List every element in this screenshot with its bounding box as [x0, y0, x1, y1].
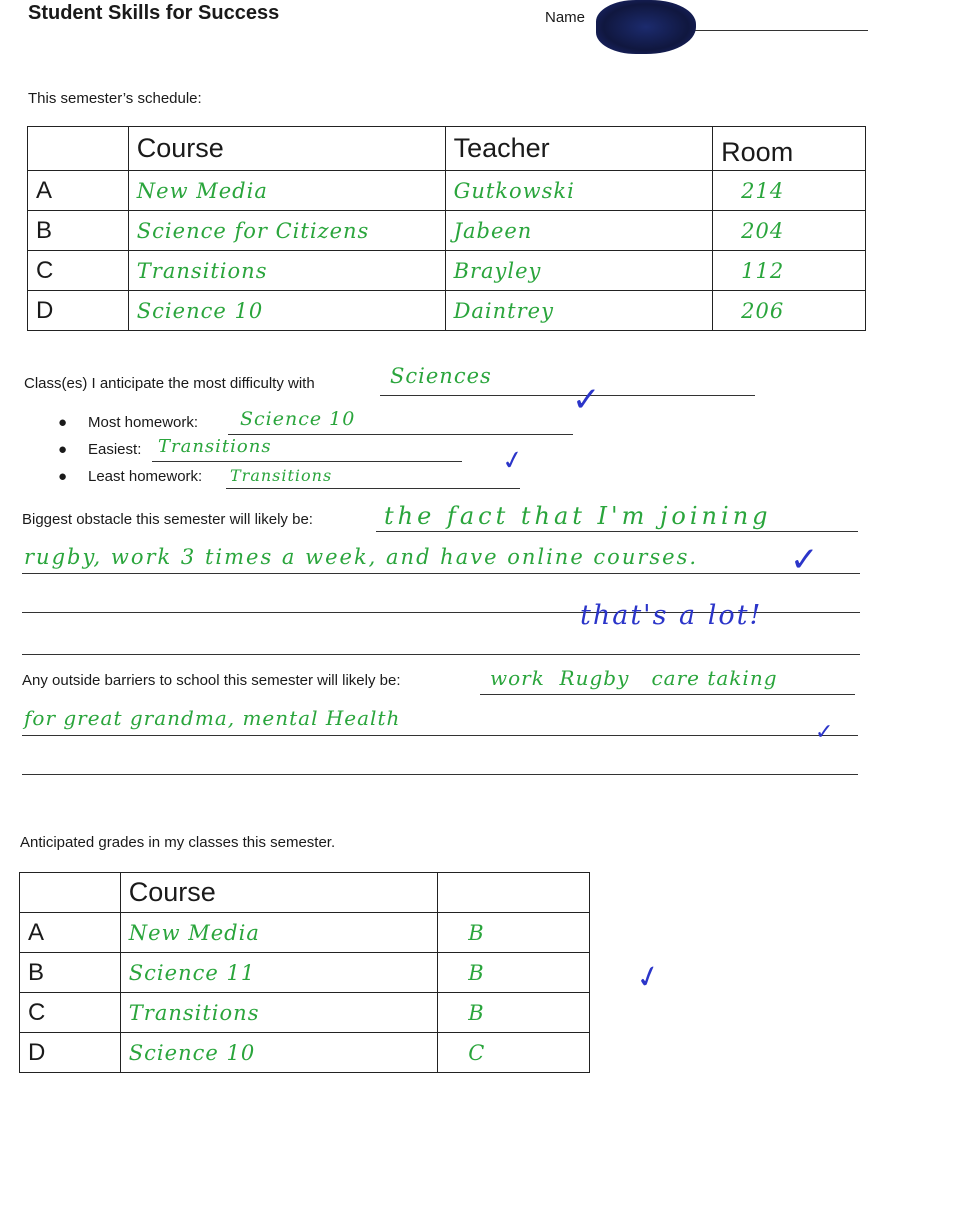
obstacle-answer-line-1: the fact that I'm joining: [384, 502, 772, 530]
schedule-header-teacher: Teacher: [445, 127, 713, 171]
obstacle-answer-line-2: rugby, work 3 times a week, and have online courses.: [24, 545, 699, 569]
most-homework-label: Most homework:: [88, 414, 199, 431]
schedule-intro: This semester’s schedule:: [28, 90, 202, 107]
row-letter: C: [20, 993, 121, 1033]
table-row: [28, 171, 866, 211]
room-cell: 204: [713, 211, 866, 251]
table-row: [20, 953, 590, 993]
course-cell: Transitions: [120, 993, 438, 1033]
teacher-cell: Brayley: [445, 251, 713, 291]
grades-intro: Anticipated grades in my classes this semester.: [20, 834, 336, 851]
row-letter: D: [28, 291, 129, 331]
course-cell: New Media: [120, 913, 438, 953]
bullet-icon: ●: [58, 414, 68, 431]
difficulty-answer: Sciences: [390, 364, 492, 388]
barriers-label: Any outside barriers to school this semester will likely be:: [22, 672, 401, 689]
grade-cell: B: [438, 953, 590, 993]
schedule-header-row: [28, 127, 866, 171]
obstacle-line-4: [22, 654, 860, 655]
least-homework-line: [226, 488, 520, 489]
row-letter: B: [28, 211, 129, 251]
barriers-line-3: [22, 774, 858, 775]
obstacle-line-2: [22, 573, 860, 574]
obstacle-label: Biggest obstacle this semester will likely be:: [22, 511, 313, 528]
checkmark-icon: ✓: [631, 957, 666, 998]
row-letter: B: [20, 953, 121, 993]
checkmark-icon: ✓: [572, 380, 601, 420]
row-letter: C: [28, 251, 129, 291]
course-cell: Science 10: [120, 1033, 438, 1073]
teacher-cell: Jabeen: [445, 211, 713, 251]
table-row: [20, 993, 590, 1033]
most-homework-line: [228, 434, 573, 435]
barriers-answer-line-1: work Rugby care taking: [490, 666, 778, 690]
bullet-icon: ●: [58, 441, 68, 458]
barriers-line-1: [480, 694, 855, 695]
bullet-icon: ●: [58, 468, 68, 485]
room-cell: 112: [713, 251, 866, 291]
room-cell: 214: [713, 171, 866, 211]
grade-cell: B: [438, 913, 590, 953]
schedule-header-course: Course: [128, 127, 445, 171]
page-title: Student Skills for Success: [28, 2, 280, 24]
grades-header-grade: [438, 873, 590, 913]
grades-header-row: [20, 873, 590, 913]
teacher-cell: Daintrey: [445, 291, 713, 331]
course-cell: Science for Citizens: [128, 211, 445, 251]
difficulty-line: [380, 395, 755, 396]
table-row: [28, 291, 866, 331]
table-row: [20, 1033, 590, 1073]
checkmark-icon: ✓: [790, 540, 819, 580]
row-letter: D: [20, 1033, 121, 1073]
least-homework-answer: Transitions: [230, 466, 333, 485]
barriers-answer-line-2: for great grandma, mental Health: [24, 706, 401, 730]
checkmark-icon: ✓: [499, 444, 527, 478]
course-cell: Science 11: [120, 953, 438, 993]
easiest-label: Easiest:: [88, 441, 142, 458]
checkmark-icon: ✓: [815, 720, 834, 745]
schedule-header-blank: [28, 127, 129, 171]
difficulty-label: Class(es) I anticipate the most difficulty with: [24, 375, 315, 392]
room-cell: 206: [713, 291, 866, 331]
row-letter: A: [20, 913, 121, 953]
teacher-cell: Gutkowski: [445, 171, 713, 211]
table-row: [20, 913, 590, 953]
course-cell: Transitions: [128, 251, 445, 291]
schedule-header-room: Room: [713, 127, 866, 171]
grades-table: [19, 872, 590, 1073]
redacted-name-mark: [596, 0, 696, 54]
most-homework-answer: Science 10: [240, 408, 356, 430]
row-letter: A: [28, 171, 129, 211]
grades-header-course: Course: [120, 873, 438, 913]
grade-cell: B: [438, 993, 590, 1033]
teacher-note: that's a lot!: [580, 600, 763, 631]
grades-header-blank: [20, 873, 121, 913]
table-row: [28, 251, 866, 291]
grade-cell: C: [438, 1033, 590, 1073]
barriers-line-2: [22, 735, 858, 736]
course-cell: Science 10: [128, 291, 445, 331]
table-row: [28, 211, 866, 251]
easiest-answer: Transitions: [158, 436, 272, 457]
name-label: Name: [545, 9, 586, 26]
course-cell: New Media: [128, 171, 445, 211]
least-homework-label: Least homework:: [88, 468, 203, 485]
schedule-table: [27, 126, 866, 331]
obstacle-line-1: [376, 531, 858, 532]
easiest-line: [152, 461, 462, 462]
